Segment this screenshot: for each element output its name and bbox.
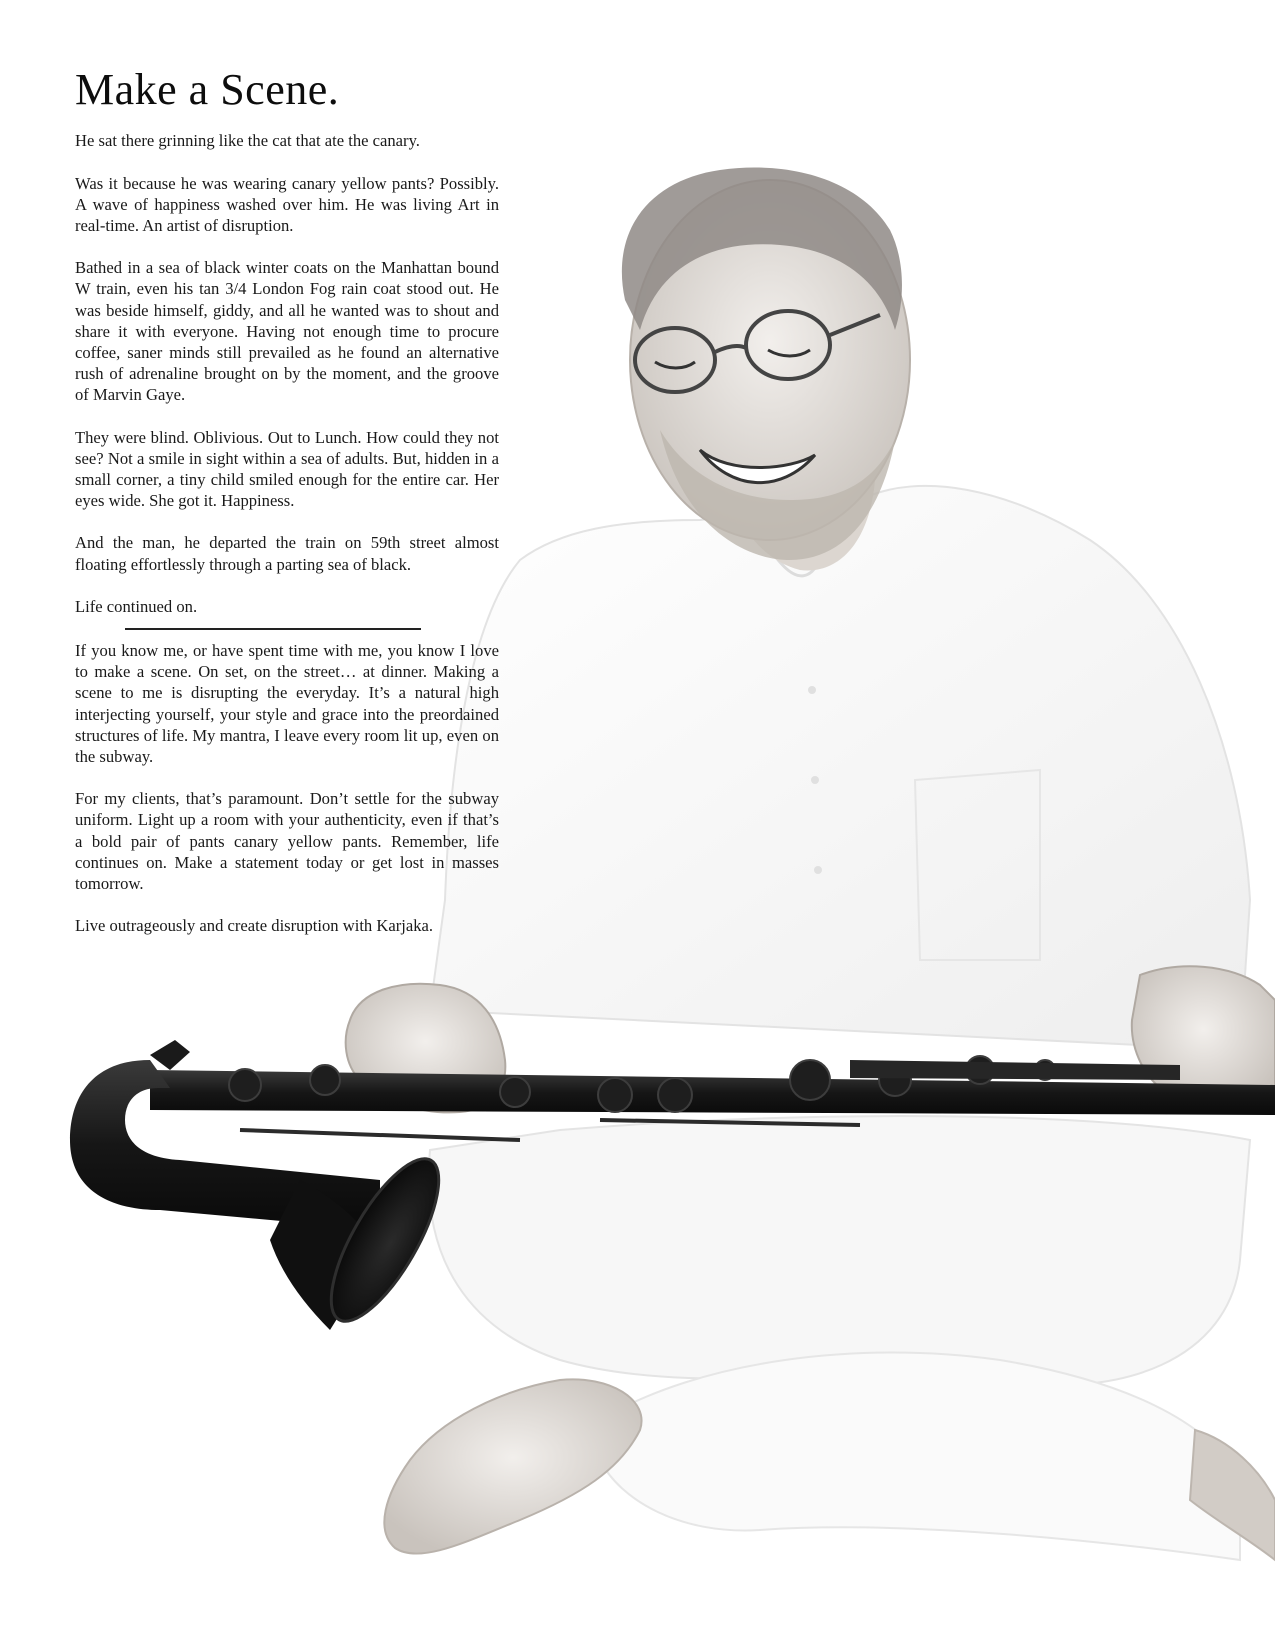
- article-column: [75, 66, 499, 957]
- paragraph: Was it because he was wearing canary yellow pants? Possibly. A wave of happiness washed over him. He was living Art in real-time. An artist of disruption.: [75, 173, 499, 235]
- paragraph: If you know me, or have spent time with me, you know I love to make a scene. On set, on the street… at dinner. Making a scene to me is disrupting the everyday. It’s a natural high interjecting yourself, your style and grace into the preordained structures of life. My mantra, I leave every room lit up, even on the subway.: [75, 641, 499, 767]
- paragraph: And the man, he departed the train on 59th street almost floating effortlessly through a parting sea of black.: [75, 533, 499, 574]
- paragraph: Life continued on.: [75, 596, 198, 616]
- section-divider: [125, 628, 421, 630]
- paragraph: Bathed in a sea of black winter coats on the Manhattan bound W train, even his tan 3/4 London Fog rain coat stood out. He was beside himself, giddy, and all he wanted was to shout and share it with everyone. Having not enough time to procure coffee, saner minds still prevailed as he found an alternative rush of adrenaline brought on by the moment, and the groove of Marvin Gaye.: [75, 258, 499, 405]
- article-title: Make a Scene.: [75, 65, 340, 114]
- paragraph: For my clients, that’s paramount. Don’t settle for the subway uniform. Light up a room with your authenticity, even if that’s a bold pair of pants canary yellow pants. Remember, life continues on. Make a statement today or get lost in masses tomorrow.: [75, 789, 499, 894]
- head: [622, 168, 910, 561]
- paragraph: They were blind. Oblivious. Out to Lunch. How could they not see? Not a smile in sight within a sea of adults. But, hidden in a small corner, a tiny child smiled enough for the entire car. Her eyes wide. She got it. Happiness.: [75, 427, 499, 511]
- paragraph: He sat there grinning like the cat that ate the canary.: [75, 131, 420, 151]
- paragraph: Live outrageously and create disruption with Karjaka.: [75, 916, 434, 936]
- shirt: [430, 480, 1250, 1050]
